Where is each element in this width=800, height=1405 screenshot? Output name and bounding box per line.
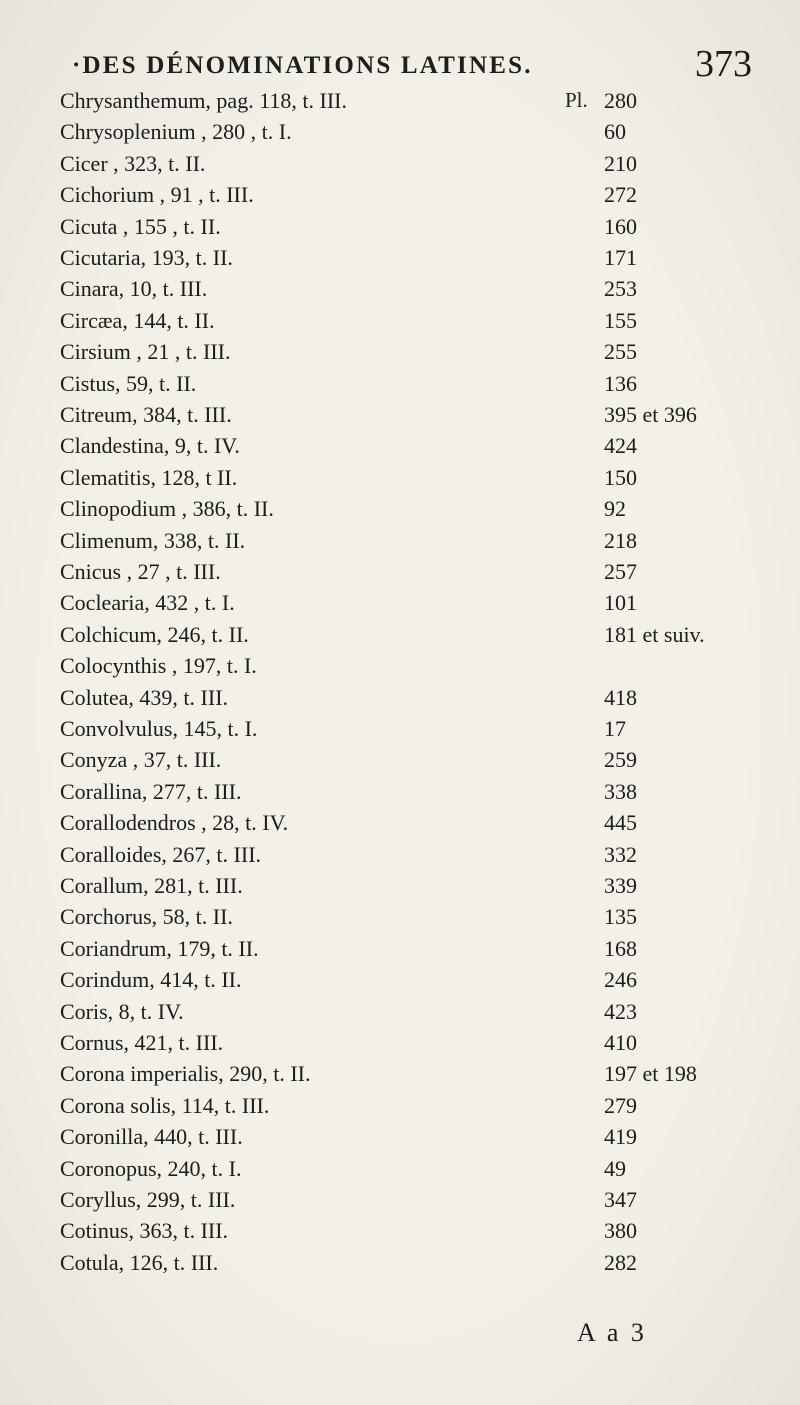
entry-plate: 150 xyxy=(604,464,637,490)
running-title: ·DES DÉNOMINATIONS LATINES. xyxy=(72,52,533,79)
entry-plate: 280 xyxy=(604,88,637,113)
index-entry xyxy=(0,371,800,401)
entry-name: Coralloides, 267, t. III. xyxy=(60,841,262,867)
entry-plate: 272 xyxy=(604,182,637,208)
index-entry xyxy=(0,433,800,463)
index-entry xyxy=(0,810,800,840)
entry-name: Corallina, 277, t. III. xyxy=(60,778,242,804)
index-entry xyxy=(0,1187,800,1217)
entry-plate: 282 xyxy=(604,1249,637,1275)
entry-name: Cicer , 323, t. II. xyxy=(60,150,206,176)
entry-plate: 171 xyxy=(604,245,637,270)
index-entry xyxy=(0,496,800,526)
index-entry xyxy=(0,873,800,903)
entry-plate: 101 xyxy=(604,590,637,616)
entry-name: Corallodendros , 28, t. IV. xyxy=(60,810,289,836)
index-entry xyxy=(0,151,800,181)
index-entry xyxy=(0,402,800,432)
entry-plate: 332 xyxy=(604,841,637,867)
entry-plate: 424 xyxy=(604,433,637,459)
entry-name: Climenum, 338, t. II. xyxy=(60,527,246,553)
entry-plate: 445 xyxy=(604,810,637,836)
entry-plate: 49 xyxy=(604,1155,626,1181)
entry-name: Cornus, 421, t. III. xyxy=(60,1030,224,1055)
entry-name: Convolvulus, 145, t. I. xyxy=(60,716,258,741)
entry-plate: 255 xyxy=(604,339,637,365)
index-entry xyxy=(0,559,800,589)
index-entry xyxy=(0,716,800,746)
entry-plate: 197 et 198 xyxy=(604,1061,697,1087)
entry-plate: 160 xyxy=(604,213,637,239)
entry-plate: 347 xyxy=(604,1187,637,1212)
entry-plate: 168 xyxy=(604,935,637,961)
entry-name: Citreum, 384, t. III. xyxy=(60,402,232,427)
entry-name: Coriandrum, 179, t. II. xyxy=(60,935,259,961)
entry-plate: 257 xyxy=(604,559,637,584)
page-number: 373 xyxy=(695,43,752,85)
entry-plate: 155 xyxy=(604,307,637,333)
index-entry xyxy=(0,276,800,306)
entry-plate: 218 xyxy=(604,527,637,553)
entry-plate: 246 xyxy=(604,967,637,993)
entry-name: Colutea, 439, t. III. xyxy=(60,684,229,710)
entry-name: Cichorium , 91 , t. III. xyxy=(60,182,254,208)
entry-name: Circæa, 144, t. II. xyxy=(60,307,215,333)
entry-plate: 339 xyxy=(604,873,637,898)
entry-plate: 395 et 396 xyxy=(604,402,697,427)
entry-plate: 136 xyxy=(604,370,637,396)
entry-plate: 259 xyxy=(604,747,637,773)
index-entry xyxy=(0,1061,800,1091)
entry-name: Cotula, 126, t. III. xyxy=(60,1249,219,1275)
entry-name: Chrysanthemum, pag. 118, t. III. xyxy=(60,88,347,113)
entry-name: Colchicum, 246, t. II. xyxy=(60,621,249,647)
index-entry xyxy=(0,904,800,934)
index-entry xyxy=(0,967,800,997)
entry-plate: 92 xyxy=(604,496,626,522)
index-entry xyxy=(0,622,800,652)
index-entry xyxy=(0,119,800,149)
index-entry xyxy=(0,182,800,212)
index-entry xyxy=(0,214,800,244)
entry-name: Corona solis, 114, t. III. xyxy=(60,1092,270,1118)
index-entry xyxy=(0,747,800,777)
index-entry xyxy=(0,245,800,275)
entry-plate: 410 xyxy=(604,1030,637,1055)
entry-name: Corindum, 414, t. II. xyxy=(60,967,242,993)
index-entry xyxy=(0,1030,800,1060)
entry-name: Corallum, 281, t. III. xyxy=(60,873,243,898)
entry-plate: 338 xyxy=(604,778,637,804)
index-entry xyxy=(0,1093,800,1123)
entry-name: Coris, 8, t. IV. xyxy=(60,998,184,1024)
entry-name: Chrysoplenium , 280 , t. I. xyxy=(60,119,292,145)
entry-name: Cicutaria, 193, t. II. xyxy=(60,245,233,270)
entry-name: Coclearia, 432 , t. I. xyxy=(60,590,235,616)
index-entry xyxy=(0,1250,800,1280)
plate-column-label: Pl. xyxy=(565,88,588,112)
entry-name: Clinopodium , 386, t. II. xyxy=(60,496,274,522)
entry-name: Coronopus, 240, t. I. xyxy=(60,1155,242,1181)
index-entry xyxy=(0,653,800,683)
index-entry xyxy=(0,779,800,809)
entry-name: Cicuta , 155 , t. II. xyxy=(60,213,221,239)
index-entry xyxy=(0,999,800,1029)
entry-name: Coryllus, 299, t. III. xyxy=(60,1187,236,1212)
index-entry xyxy=(0,88,800,118)
entry-plate: 279 xyxy=(604,1092,637,1118)
index-entry xyxy=(0,842,800,872)
signature-mark: A a 3 xyxy=(577,1318,647,1347)
entry-name: Clematitis, 128, t II. xyxy=(60,464,238,490)
entry-name: Corchorus, 58, t. II. xyxy=(60,904,233,930)
index-entry xyxy=(0,1156,800,1186)
entry-plate: 419 xyxy=(604,1124,637,1150)
entry-name: Cirsium , 21 , t. III. xyxy=(60,339,231,365)
entry-plate: 181 et suiv. xyxy=(604,621,705,647)
entry-plate: 17 xyxy=(604,716,626,741)
index-entry xyxy=(0,590,800,620)
index-entry xyxy=(0,1124,800,1154)
entry-plate: 210 xyxy=(604,150,637,176)
entry-name: Cnicus , 27 , t. III. xyxy=(60,559,221,584)
entry-plate: 418 xyxy=(604,684,637,710)
entry-name: Clandestina, 9, t. IV. xyxy=(60,433,240,459)
entry-name: Cotinus, 363, t. III. xyxy=(60,1218,229,1244)
entry-name: Corona imperialis, 290, t. II. xyxy=(60,1061,311,1087)
entry-plate: 423 xyxy=(604,998,637,1024)
entry-plate: 380 xyxy=(604,1218,637,1244)
entry-name: Coronilla, 440, t. III. xyxy=(60,1124,243,1150)
entry-name: Colocynthis , 197, t. I. xyxy=(60,653,257,679)
entry-name: Cistus, 59, t. II. xyxy=(60,370,197,396)
index-entry xyxy=(0,685,800,715)
entry-plate: 253 xyxy=(604,276,637,302)
index-entry xyxy=(0,465,800,495)
index-entry xyxy=(0,1218,800,1248)
entry-plate: 135 xyxy=(604,904,637,930)
index-entry xyxy=(0,936,800,966)
index-entry xyxy=(0,528,800,558)
entry-plate: 60 xyxy=(604,119,626,145)
index-entry xyxy=(0,308,800,338)
entry-name: Cinara, 10, t. III. xyxy=(60,276,208,302)
index-entry xyxy=(0,339,800,369)
entry-name: Conyza , 37, t. III. xyxy=(60,747,222,773)
